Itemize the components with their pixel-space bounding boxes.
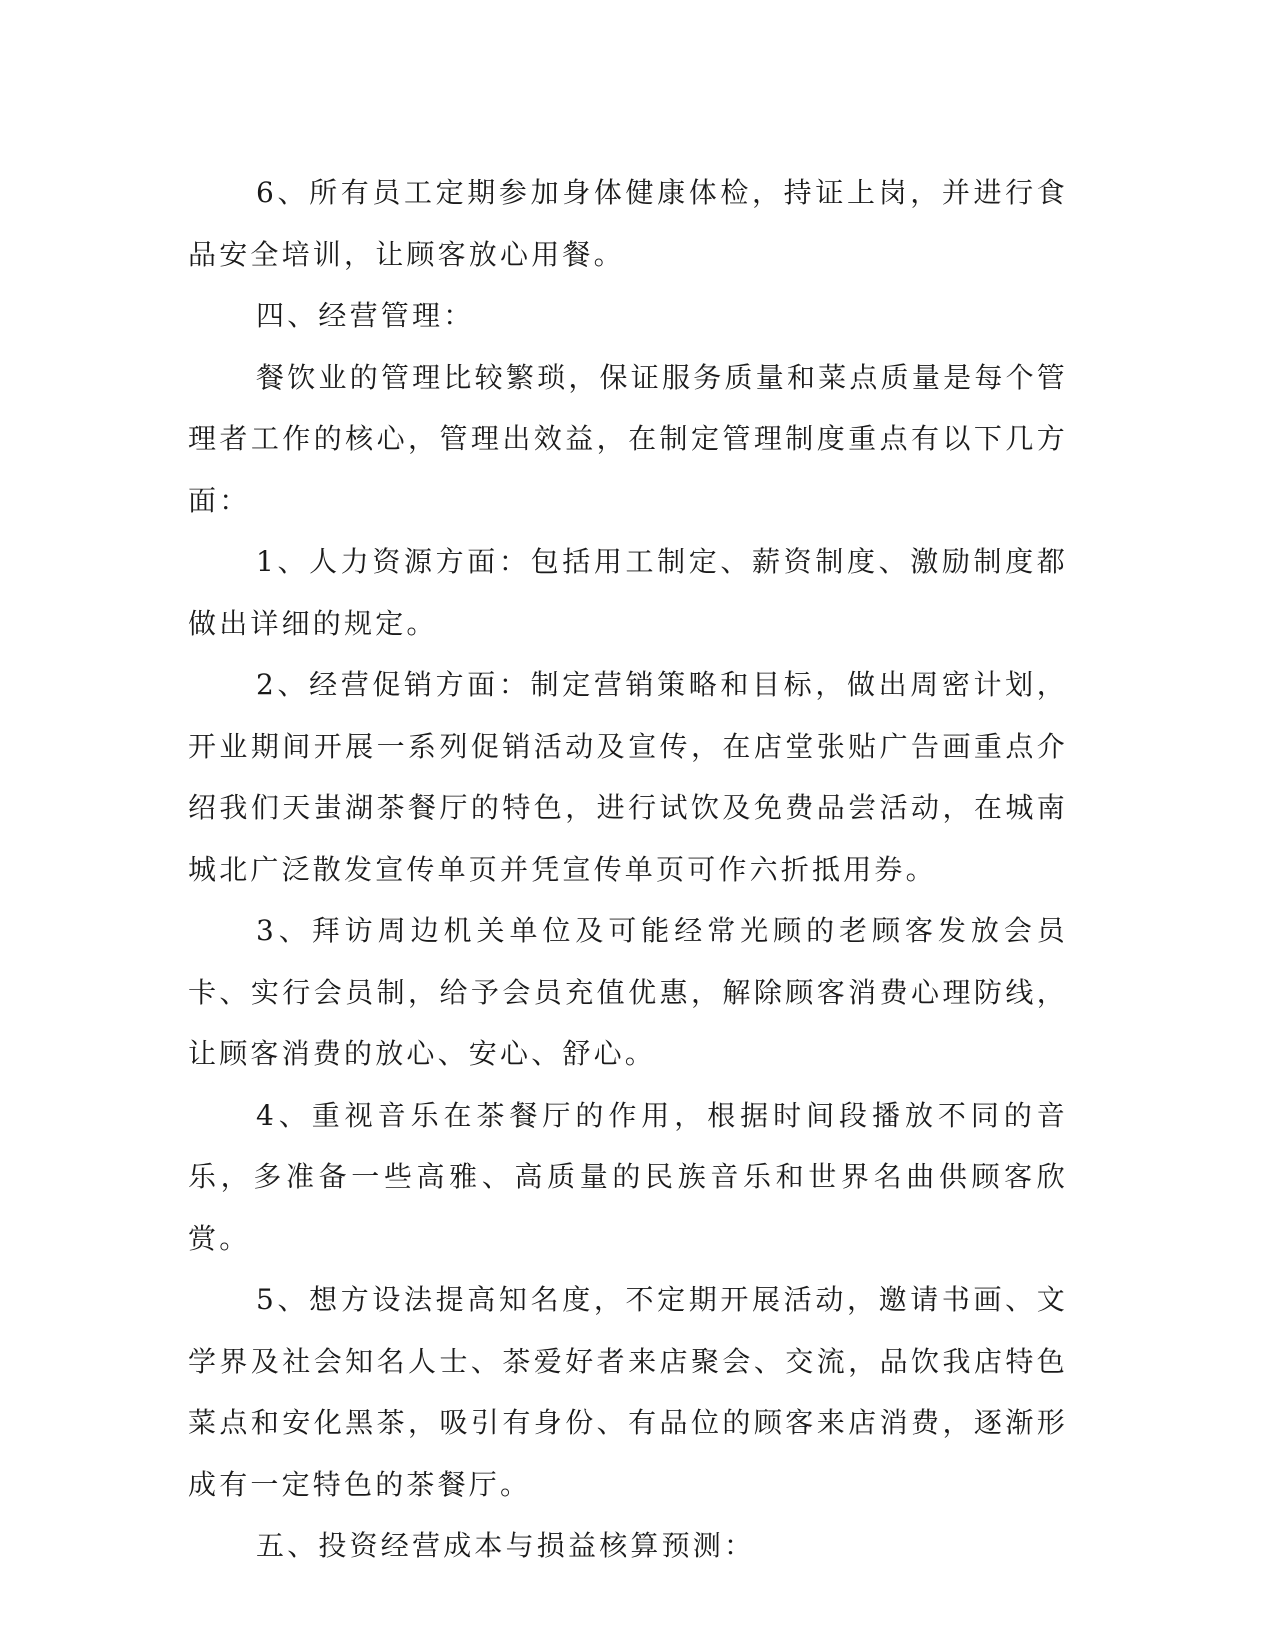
paragraph-music: 4、重视音乐在茶餐厅的作用，根据时间段播放不同的音乐，多准备一些高雅、高质量的民族音乐和世界名曲供顾客欣赏。 <box>188 1098 1068 1255</box>
paragraph-reputation: 5、想方设法提高知名度，不定期开展活动，邀请书画、文学界及社会知名人士、茶爱好者来店聚会、交流，品饮我店特色菜点和安化黑茶，吸引有身份、有品位的顾客来店消费，逐渐形成有一定特色的茶餐厅。 <box>188 1283 1068 1501</box>
paragraph-membership: 3、拜访周边机关单位及可能经常光顾的老顾客发放会员卡、实行会员制，给予会员充值优惠，解除顾客消费心理防线，让顾客消费的放心、安心、舒心。 <box>188 914 1068 1070</box>
paragraph-management-overview: 餐饮业的管理比较繁琐，保证服务质量和菜点质量是每个管理者工作的核心，管理出效益，在制定管理制度重点有以下几方面： <box>188 360 1068 517</box>
paragraph-human-resources: 1、人力资源方面：包括用工制定、薪资制度、激励制度都做出详细的规定。 <box>188 545 1068 640</box>
paragraph-promotion: 2、经营促销方面：制定营销策略和目标，做出周密计划，开业期间开展一系列促销活动及宣传，在店堂张贴广告画重点介绍我们天蚩湖茶餐厅的特色，进行试饮及免费品尝活动，在城南城北广泛散发宣传单页并凭宣传单页可作六折抵用券。 <box>188 668 1068 886</box>
paragraph-staff-health-check: 6、所有员工定期参加身体健康体检，持证上岗，并进行食品安全培训，让顾客放心用餐。 <box>188 176 1068 271</box>
heading-operations-management: 四、经营管理： <box>256 299 475 332</box>
document-body <box>188 162 1068 1577</box>
heading-cost-forecast: 五、投资经营成本与损益核算预测： <box>256 1529 756 1562</box>
